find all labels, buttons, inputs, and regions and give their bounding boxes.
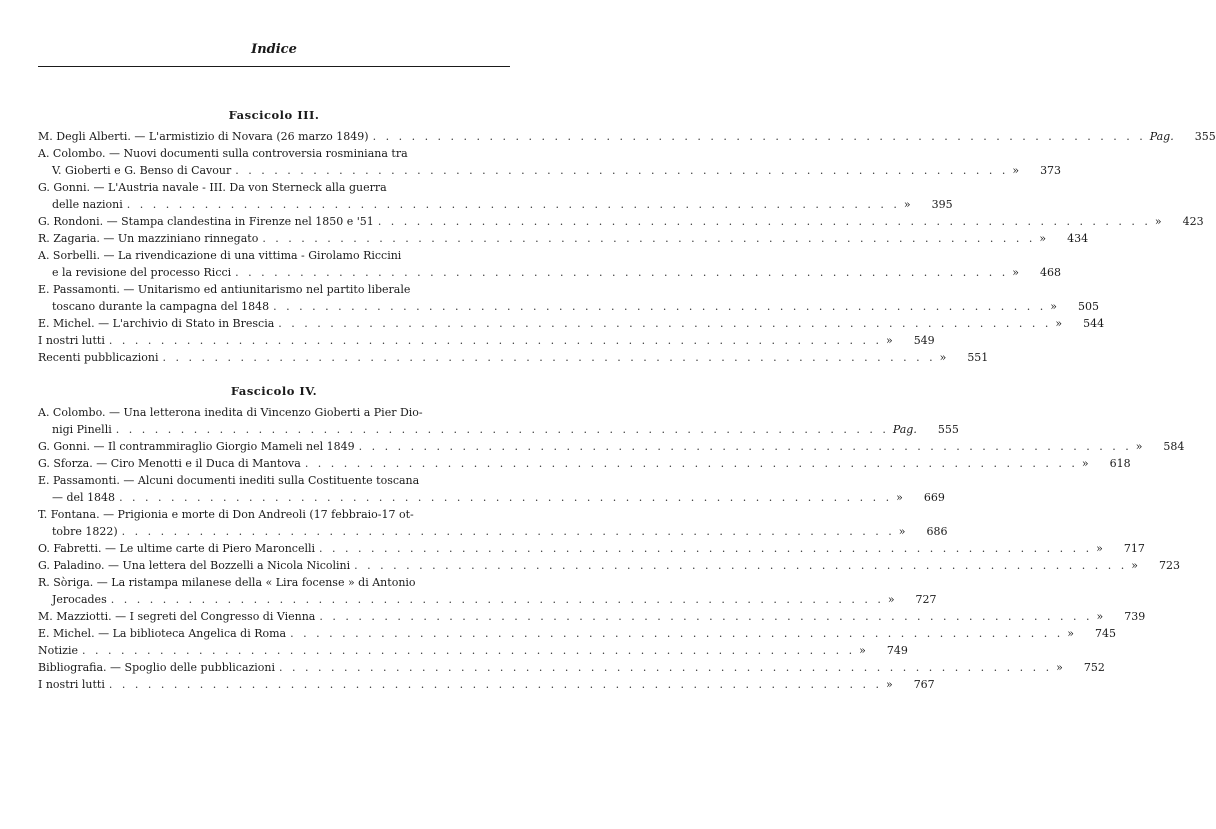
toc-entry-text: A. Sorbelli. — La rivendicazione di una vittima - Girolamo Riccini [38, 249, 402, 262]
page-number: 549 [913, 334, 935, 347]
toc-entry-text: E. Michel. — La biblioteca Angelica di Roma [38, 627, 287, 640]
page-number: 669 [923, 491, 945, 504]
toc-entry-line [38, 438, 1185, 455]
toc-entry [38, 315, 1105, 332]
page-prefix: » [1056, 661, 1063, 674]
page-number: 723 [1158, 559, 1180, 572]
dot-leader [235, 162, 1008, 179]
toc-entry-text: R. Sòriga. — La ristampa milanese della « Lira focense » di Antonio [38, 576, 416, 589]
page-prefix: » [1055, 317, 1063, 330]
toc-entry-text: toscano durante la campagna del 1848 [52, 300, 270, 313]
toc-entry-text: G. Gonni. — L'Austria navale - III. Da von Sterneck alla guerra [38, 181, 387, 194]
dot-leader [82, 642, 855, 659]
toc-entry [38, 145, 1062, 179]
dot-leader [319, 608, 1092, 625]
page-number: 584 [1163, 440, 1185, 453]
toc-entry-text: G. Rondoni. — Stampa clandestina in Firenze nel 1850 e '51 [38, 215, 374, 228]
dot-leader [235, 264, 1008, 281]
toc-entry-line [38, 145, 510, 162]
page-number: 752 [1083, 661, 1105, 674]
page-number: 468 [1040, 266, 1061, 279]
toc-entry-line [38, 247, 510, 264]
page-prefix: » [859, 644, 866, 657]
page-prefix: Pag. [1149, 130, 1174, 143]
toc-entry-text: e la revisione del processo Ricci [52, 266, 232, 279]
toc-entry-line [38, 281, 510, 298]
toc-entry [38, 179, 953, 213]
toc-entry-continuation [38, 591, 937, 608]
page-number: 717 [1123, 542, 1145, 555]
toc-entry-line [38, 540, 1145, 557]
dot-leader [319, 540, 1092, 557]
toc-entry-line [38, 128, 1216, 145]
dot-leader [109, 676, 882, 693]
toc-entry-text: T. Fontana. — Prigionia e morte di Don Andreoli (17 febbraio-17 ot- [38, 508, 414, 521]
toc-entry-text: Bibliografia. — Spoglio delle pubblicazioni [38, 661, 276, 674]
page-prefix: » [1050, 300, 1057, 313]
dot-leader [373, 128, 1146, 145]
page-prefix: » [1012, 164, 1020, 177]
page-prefix: » [1039, 232, 1047, 245]
toc-entry-text: nigi Pinelli [52, 423, 112, 436]
toc-entry-continuation [38, 298, 1099, 315]
toc-entry-text: — del 1848 [52, 491, 116, 504]
page-prefix: » [885, 334, 893, 347]
toc-entry-line [38, 659, 1105, 676]
toc-entry [38, 128, 1216, 145]
page-prefix: » [887, 593, 895, 606]
toc-entry-text: V. Gioberti e G. Benso di Cavour [52, 164, 232, 177]
toc-entry-text: A. Colombo. — Una letterona inedita di Vincenzo Gioberti a Pier Dio- [38, 406, 423, 419]
toc-entry-line [38, 230, 1089, 247]
section-title-fascicolo-4: Fascicolo IV. [230, 384, 318, 398]
dot-leader [122, 523, 895, 540]
toc-entry-text: O. Fabretti. — Le ultime carte di Piero Maroncelli [38, 542, 316, 555]
page-prefix: » [903, 198, 911, 211]
page-prefix: » [1081, 457, 1089, 470]
toc-entry [38, 247, 1061, 281]
toc-entry [38, 213, 1204, 230]
toc-entry [38, 472, 945, 506]
toc-entry-text: M. Degli Alberti. — L'armistizio di Novara (26 marzo 1849) [38, 130, 369, 143]
page-number: 434 [1067, 232, 1089, 245]
page-prefix: » [885, 678, 893, 691]
toc-entry [38, 659, 1105, 676]
toc-entry-text: R. Zagaria. — Un mazziniano rinnegato [38, 232, 259, 245]
dot-leader [262, 230, 1035, 247]
dot-leader [305, 455, 1078, 472]
toc-entry-text: Notizie [38, 644, 79, 657]
header-rule [38, 66, 510, 67]
toc-entry-text: Jerocades [52, 593, 107, 606]
toc-entry-text: tobre 1822) [52, 525, 118, 538]
toc-entry-line [38, 608, 1146, 625]
dot-leader [290, 625, 1063, 642]
toc-entry-line [38, 506, 510, 523]
dot-leader [111, 591, 884, 608]
toc-entry-continuation [38, 523, 948, 540]
toc-entry [38, 608, 1146, 625]
toc-entry [38, 676, 935, 693]
dot-leader [162, 349, 935, 366]
toc-entry [38, 455, 1131, 472]
toc-list-fascicolo-3 [38, 128, 1216, 366]
page-prefix: » [1154, 215, 1162, 228]
toc-entry [38, 281, 1099, 315]
toc-entry-line [38, 557, 1180, 574]
page-prefix: » [939, 351, 947, 364]
toc-entry-text: G. Paladino. — Una lettera del Bozzelli a Nicola Nicolini [38, 559, 351, 572]
page-prefix: Pag. [892, 423, 917, 436]
toc-list-fascicolo-4 [38, 404, 1185, 693]
toc-entry-text: E. Passamonti. — Unitarismo ed antiunitarismo nel partito liberale [38, 283, 411, 296]
toc-entry [38, 404, 959, 438]
dot-leader [116, 421, 889, 438]
dot-leader [279, 659, 1052, 676]
page-prefix: » [1096, 542, 1103, 555]
toc-entry-line [38, 625, 1116, 642]
toc-entry [38, 540, 1145, 557]
toc-entry-line [38, 315, 1105, 332]
toc-entry-text: G. Gonni. — Il contrammiraglio Giorgio Mameli nel 1849 [38, 440, 355, 453]
toc-entry-line [38, 455, 1131, 472]
page-prefix: » [1067, 627, 1074, 640]
page-number: 618 [1109, 457, 1131, 470]
dot-leader [378, 213, 1151, 230]
toc-entry-line [38, 574, 510, 591]
page-number: 767 [913, 678, 935, 691]
toc-entry-continuation [38, 421, 959, 438]
page-number: 395 [931, 198, 953, 211]
page-number: 745 [1094, 627, 1116, 640]
page-header-title: Indice [251, 42, 297, 57]
toc-entry-text: E. Michel. — L'archivio di Stato in Brescia [38, 317, 275, 330]
page-number: 505 [1077, 300, 1099, 313]
toc-entry-text: I nostri lutti [38, 678, 105, 691]
toc-entry-line [38, 472, 510, 489]
page-number: 749 [886, 644, 908, 657]
page-prefix: » [1135, 440, 1143, 453]
toc-entry-line [38, 642, 908, 659]
toc-entry-text: delle nazioni [52, 198, 123, 211]
toc-entry-text: Recenti pubblicazioni [38, 351, 159, 364]
dot-leader [359, 438, 1132, 455]
toc-entry [38, 574, 937, 608]
toc-entry-line [38, 404, 510, 421]
page-number: 423 [1182, 215, 1204, 228]
page-number: 555 [937, 423, 959, 436]
page-number: 373 [1040, 164, 1062, 177]
toc-entry-text: A. Colombo. — Nuovi documenti sulla controversia rosminiana tra [38, 147, 408, 160]
dot-leader [127, 196, 900, 213]
page-prefix: » [896, 491, 903, 504]
page-number: 686 [926, 525, 948, 538]
toc-entry-text: M. Mazziotti. — I segreti del Congresso di Vienna [38, 610, 316, 623]
page-number: 355 [1194, 130, 1216, 143]
page-prefix: » [1012, 266, 1019, 279]
dot-leader [354, 557, 1127, 574]
dot-leader [273, 298, 1046, 315]
page-number: 544 [1083, 317, 1105, 330]
toc-entry [38, 332, 935, 349]
toc-entry-line [38, 349, 989, 366]
page-number: 739 [1124, 610, 1146, 623]
toc-entry-text: G. Sforza. — Ciro Menotti e il Duca di Mantova [38, 457, 301, 470]
toc-entry-line [38, 332, 935, 349]
toc-entry [38, 230, 1089, 247]
toc-entry-continuation [38, 264, 1061, 281]
toc-entry-text: I nostri lutti [38, 334, 105, 347]
toc-entry-continuation [38, 162, 1062, 179]
toc-entry-continuation [38, 196, 953, 213]
dot-leader [119, 489, 892, 506]
toc-entry-text: E. Passamonti. — Alcuni documenti inediti sulla Costituente toscana [38, 474, 420, 487]
page-prefix: » [1131, 559, 1138, 572]
toc-entry-line [38, 676, 935, 693]
toc-entry [38, 557, 1180, 574]
toc-entry [38, 349, 989, 366]
page-number: 727 [915, 593, 937, 606]
page-number: 551 [967, 351, 989, 364]
section-title-fascicolo-3: Fascicolo III. [228, 108, 320, 122]
toc-entry [38, 438, 1185, 455]
dot-leader [278, 315, 1051, 332]
dot-leader [109, 332, 882, 349]
page-prefix: » [1096, 610, 1104, 623]
toc-entry [38, 506, 948, 540]
toc-entry-line [38, 213, 1204, 230]
page-prefix: » [898, 525, 906, 538]
toc-entry [38, 625, 1116, 642]
toc-entry-line [38, 179, 510, 196]
toc-entry-continuation [38, 489, 945, 506]
toc-entry [38, 642, 908, 659]
